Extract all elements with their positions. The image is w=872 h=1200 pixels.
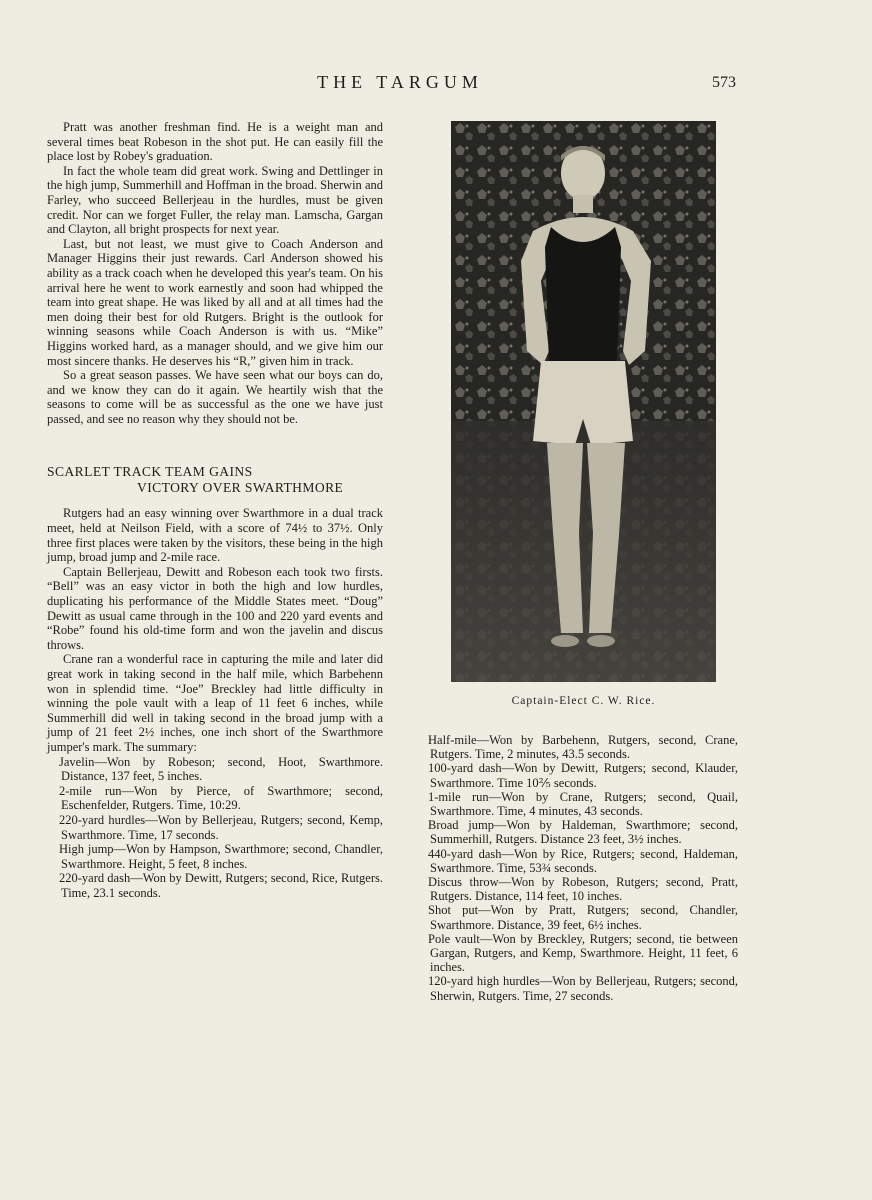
result-item: 1-mile run—Won by Crane, Rutgers; second, Quail, Swarthmore. Time, 4 minutes, 43 seconds. [428, 789, 738, 819]
paragraph: In fact the whole team did great work. Swing and Dettlinger in the high jump, Summerhill and Hoffman in the broad. Sherwin and Farley, who succeed Bellerjeau in the hurdles, must be given credit. Nor can we forget Fuller, the relay man. Lamscha, Gargan and Clayton, all bright prospects for next year. [47, 163, 383, 237]
results-list-right [416, 733, 738, 1003]
article-paragraph: Captain Bellerjeau, Dewitt and Robeson each took two firsts. “Bell” was an easy victor in both the high and low hurdles, duplicating his performance of the Middle States meet. “Doug” Dewitt as usual came through in the 100 and 220 yard events and “Robe” found his old-time form and won the javelin and discus throws. [47, 564, 383, 652]
result-item: Pole vault—Won by Breckley, Rutgers; second, tie between Gargan, Rutgers, and Kemp, Swarthmore. Height, 11 feet, 6 inches. [428, 931, 738, 975]
result-item: 2-mile run—Won by Pierce, of Swarthmore; second, Eschenfelder, Rutgers. Time, 10:29. [59, 783, 383, 813]
result-item: 220-yard dash—Won by Dewitt, Rutgers; second, Rice, Rutgers. Time, 23.1 seconds. [59, 871, 383, 900]
result-item: High jump—Won by Hampson, Swarthmore; second, Chandler, Swarthmore. Height, 5 feet, 8 inches. [59, 842, 383, 871]
result-item: Broad jump—Won by Haldeman, Swarthmore; second, Summerhill, Rutgers. Distance 23 feet, 3½ inches. [428, 818, 738, 847]
athlete-photo [451, 121, 716, 682]
result-item: Discus throw—Won by Robeson, Rutgers; second, Pratt, Rutgers. Distance, 114 feet, 10 inches. [428, 875, 738, 904]
headline-line-1: SCARLET TRACK TEAM GAINS [47, 464, 253, 480]
result-item: 120-yard high hurdles—Won by Bellerjeau, Rutgers; second, Sherwin, Rutgers. Time, 27 seconds. [428, 974, 738, 1003]
left-column [47, 120, 383, 901]
article-paragraph: Rutgers had an easy winning over Swarthmore in a dual track meet, held at Neilson Field, with a score of 74½ to 37½. Only three first places were taken by the visitors, these being in the high jump, broad jump and 2-mile race. [47, 506, 383, 565]
paragraph: So a great season passes. We have seen what our boys can do, and we know they can do it again. We heartily wish that the seasons to come will be as successful as the one we have just passed, and see no reason why they should not be. [47, 368, 383, 426]
photo-caption: Captain-Elect C. W. Rice. [511, 695, 656, 707]
results-list-left [47, 755, 383, 901]
journal-title: THE TARGUM [317, 72, 483, 92]
running-head [0, 72, 872, 96]
result-item: Shot put—Won by Pratt, Rutgers; second, Chandler, Swarthmore. Distance, 39 feet, 6½ inches. [428, 903, 738, 932]
page-number: 573 [712, 74, 736, 91]
result-item: 440-yard dash—Won by Rice, Rutgers; second, Haldeman, Swarthmore. Time, 53¾ seconds. [428, 846, 738, 875]
result-item: Half-mile—Won by Barbehenn, Rutgers, second, Crane, Rutgers. Time, 2 minutes, 43.5 seconds. [428, 733, 738, 762]
paragraph: Last, but not least, we must give to Coach Anderson and Manager Higgins their just rewards. Carl Anderson showed his ability as a track coach when he developed this year's team. On his arrival here he went to work earnestly and soon had whipped the team into great shape. He was liked by all and at all times had the men doing their best for old Rutgers. Bright is the outlook for winning seasons while Coach Anderson is with us. “Mike” Higgins worked hard, as a manager should, and we give him our most sincere thanks. He deserves his “R,” given him in track. [47, 236, 383, 368]
result-item: Javelin—Won by Robeson; second, Hoot, Swarthmore. Distance, 137 feet, 5 inches. [59, 754, 383, 784]
article-paragraph: Crane ran a wonderful race in capturing the mile and later did great work in taking second in the half mile, which Barbehenn won in splendid time. “Joe” Breckley had little difficulty in winning the pole vault with a leap of 11 feet 6 inches, while Summerhill did well in taking second in the broad jump with a jump of 21 feet 2½ inches, one inch short of the Swarthmore jumper's mark. The summary: [47, 652, 383, 754]
result-item: 220-yard hurdles—Won by Bellerjeau, Rutgers; second, Kemp, Swarthmore. Time, 17 seconds. [59, 812, 383, 842]
athlete-photo-image [451, 121, 716, 682]
headline-line-2: VICTORY OVER SWARTHMORE [137, 480, 344, 496]
result-item: 100-yard dash—Won by Dewitt, Rutgers; second, Klauder, Swarthmore. Time 10⅖ seconds. [428, 761, 738, 790]
paragraph: Pratt was another freshman find. He is a weight man and several times beat Robeson in the shot put. He can easily fill the place lost by Robey's graduation. [47, 120, 383, 164]
article-headline [47, 464, 383, 496]
